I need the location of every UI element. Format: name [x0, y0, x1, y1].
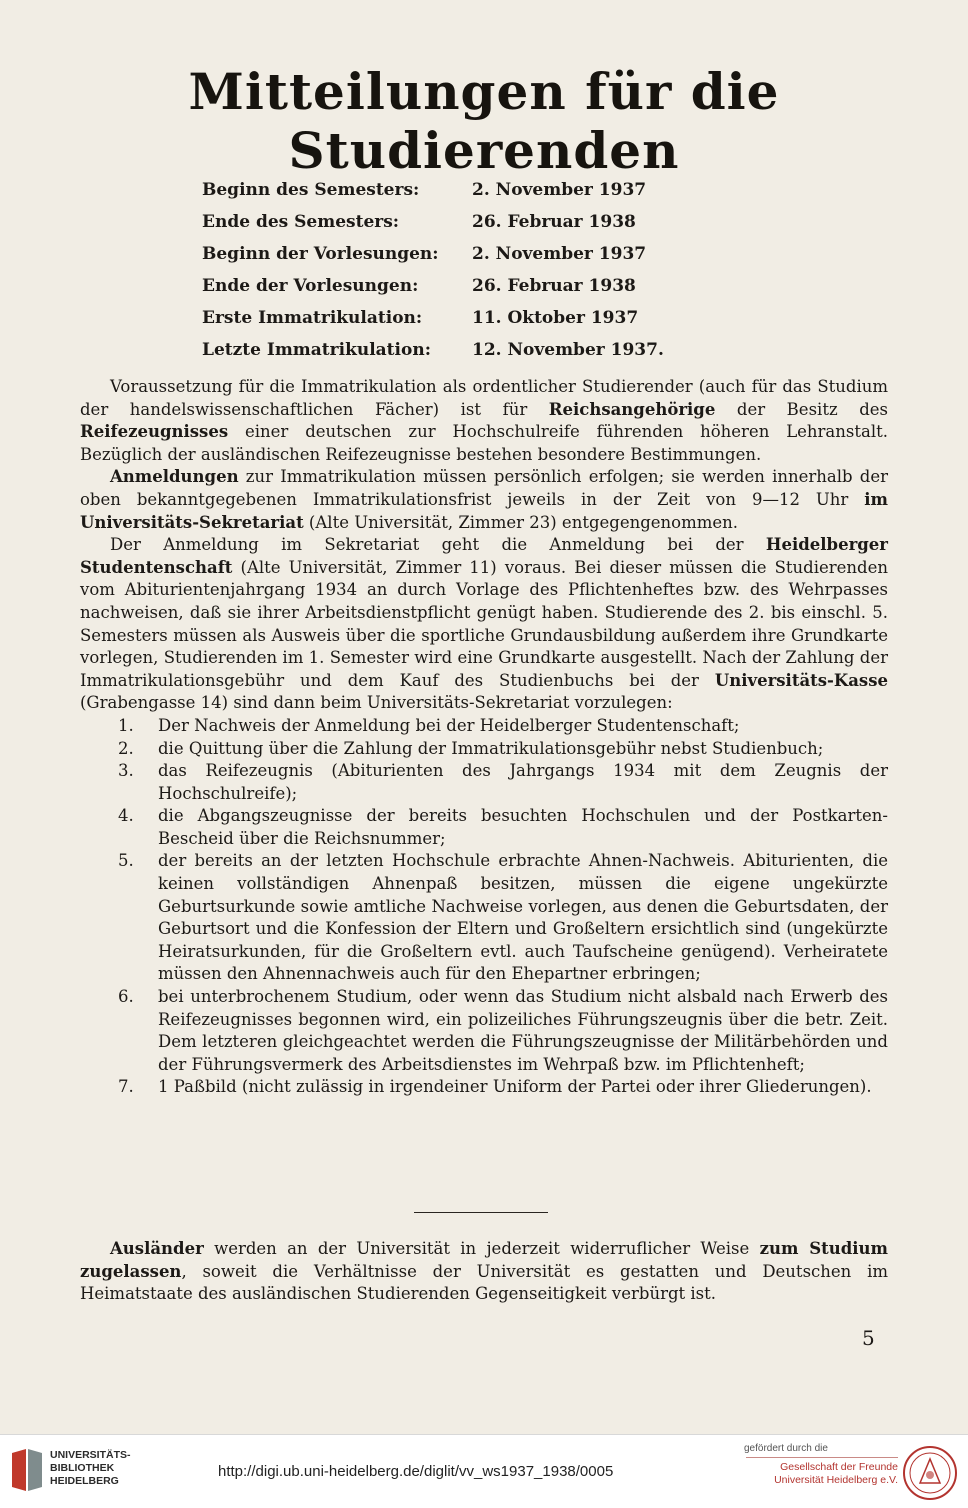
text-run: einer deutschen zur Hochschulreife führenden höheren Lehranstalt. Bezüglich der ausländischen Reifezeugnisse bestehen besondere Bestimmungen. [80, 422, 888, 464]
list-text: Der Nachweis der Anmeldung bei der Heidelberger Studentenschaft; [158, 715, 740, 735]
date-label: Beginn des Semesters: [202, 180, 420, 200]
text-run: (Grabengasse 14) sind dann beim Universitäts-Sekretariat vorzulegen: [80, 693, 673, 713]
section-divider [414, 1212, 548, 1213]
list-text: die Abgangszeugnisse der bereits besuchten Hochschulen und der Postkarten-Bescheid über die Reichsnummer; [158, 806, 888, 848]
page-number: 5 [862, 1326, 875, 1350]
date-label: Erste Immatrikulation: [202, 308, 423, 328]
requirements-list [80, 715, 888, 1099]
text-run: (Alte Universität, Zimmer 11) voraus. Bei dieser müssen die Studierenden vom Abiturientenjahrgang 1934 an durch Vorlage des Pflichtenheftes bzw. des Wehrpasses nachweisen, daß sie ihrer Arbeitsdienstpflicht genügt haben. Studierende des 2. bis einschl. 5. Semesters müssen als Ausweis über die sportliche Grundausbildung außerdem ihre Grundkarte vorlegen, Studierenden im 1. Semester wird eine Grundkarte ausgestellt. Nach der Zahlung der Immatrikulationsgebühr und dem Kauf des Studienbuchs bei der [80, 557, 888, 690]
library-logo-icon [10, 1447, 44, 1493]
list-item [80, 1076, 888, 1099]
list-number: 2. [118, 738, 134, 758]
list-item [80, 715, 888, 738]
list-text: das Reifezeugnis (Abiturienten des Jahrgangs 1934 mit dem Zeugnis der Hochschulreife); [158, 761, 888, 803]
emphasis-text: Reichsangehörige [548, 399, 716, 419]
emphasis-text: Universitäts-Kasse [714, 670, 888, 690]
text-run: zur Immatrikulation müssen persönlich erfolgen; sie werden innerhalb der oben bekanntgegebenen Immatrikulationsfrist jeweils in der Zeit von 9—12 Uhr [80, 467, 888, 509]
list-number: 7. [118, 1077, 134, 1097]
date-label: Letzte Immatrikulation: [202, 340, 431, 360]
text-run: Voraussetzung für die Immatrikulation als ordentlicher Studierender (auch für das Studium der handelswissenschaftlichen Fächer) ist für [80, 377, 888, 419]
date-value: 12. November 1937. [472, 340, 664, 360]
sponsor-name-line: Universität Heidelberg e.V. [774, 1474, 898, 1486]
date-row [190, 272, 750, 304]
main-text [80, 376, 888, 1099]
library-name-line: HEIDELBERG [50, 1475, 119, 1487]
list-number: 3. [118, 761, 134, 781]
list-item [80, 760, 888, 805]
library-name-line: UNIVERSITÄTS- [50, 1449, 131, 1461]
semester-dates-table [190, 176, 750, 368]
emphasis-text: Heidelberger Studentenschaft [80, 535, 888, 577]
date-row [190, 176, 750, 208]
date-label: Ende der Vorlesungen: [202, 276, 419, 296]
list-text: 1 Paßbild (nicht zulässig in irgendeiner Uniform der Partei oder ihrer Gliederungen). [158, 1077, 872, 1097]
page-title: Mitteilungen für die Studierenden [188, 62, 780, 180]
sponsor-name-line: Gesellschaft der Freunde [780, 1461, 898, 1473]
list-item [80, 850, 888, 986]
paragraph-procedure [80, 534, 888, 715]
list-number: 6. [118, 987, 134, 1007]
text-run: der Besitz des [715, 399, 889, 419]
emphasis-text: Ausländer [110, 1239, 204, 1258]
emphasis-text: Anmeldungen [110, 467, 239, 487]
footer-rule [746, 1457, 898, 1458]
date-row [190, 304, 750, 336]
date-row [190, 240, 750, 272]
date-row [190, 336, 750, 368]
emphasis-text: im Universitäts-Sekretariat [80, 489, 888, 532]
emphasis-text: Reifezeugnisses [80, 422, 229, 442]
date-value: 26. Februar 1938 [472, 212, 636, 232]
text-run: , soweit die Verhältnisse der Universität es gestatten und Deutschen im Heimatstaate des ausländischen Studierenden Gegenseitigkeit verbürgt ist. [80, 1261, 888, 1304]
list-text: bei unterbrochenem Studium, oder wenn das Studium nicht alsbald nach Erwerb des Reifezeugnisses begonnen wird, ein polizeiliches Führungszeugnis über die betr. Zeit. Dem letzteren gleichgeachtet werden die Führungszeugnisse der Militärbehörden und der Führungsvermerk des Arbeitsdienstes im Wehrpaß bzw. im Pflichtenheft; [158, 987, 888, 1074]
digitization-footer [0, 1434, 968, 1508]
list-number: 4. [118, 806, 134, 826]
library-name-line: BIBLIOTHEK [50, 1462, 115, 1474]
date-value: 2. November 1937 [472, 180, 647, 200]
paragraph-requirements [80, 376, 888, 466]
paragraph-registration [80, 466, 888, 534]
list-text: die Quittung über die Zahlung der Immatrikulationsgebühr nebst Studienbuch; [158, 738, 824, 758]
text-run: werden an der Universität in jederzeit widerruflicher Weise [203, 1239, 760, 1258]
date-value: 11. Oktober 1937 [472, 308, 639, 328]
library-name [50, 1449, 131, 1488]
funded-by-text: gefördert durch die [744, 1443, 828, 1454]
date-value: 26. Februar 1938 [472, 276, 636, 296]
text-run: (Alte Universität, Zimmer 23) entgegengenommen. [303, 512, 739, 532]
date-row [190, 208, 750, 240]
date-value: 2. November 1937 [472, 244, 647, 264]
emphasis-text: zum Studium zugelassen [80, 1239, 888, 1281]
list-item [80, 986, 888, 1076]
paragraph-foreigners [80, 1238, 888, 1306]
list-number: 1. [118, 715, 134, 735]
foreigners-paragraph [80, 1238, 888, 1306]
sponsor-name [750, 1461, 898, 1487]
date-label: Beginn der Vorlesungen: [202, 244, 439, 264]
list-number: 5. [118, 851, 134, 871]
text-run: Der Anmeldung im Sekretariat geht die Anmeldung bei der [110, 535, 766, 555]
university-seal-icon [902, 1445, 958, 1501]
date-label: Ende des Semesters: [202, 212, 400, 232]
list-item [80, 805, 888, 850]
permalink[interactable]: http://digi.ub.uni-heidelberg.de/diglit/vv_ws1937_1938/0005 [218, 1463, 614, 1480]
list-item [80, 738, 888, 761]
list-text: der bereits an der letzten Hochschule erbrachte Ahnen-Nachweis. Abiturienten, die keinen vollständigen Ahnenpaß besitzen, müssen die eigene ungekürzte Geburtsurkunde sowie amtliche Nachweise vorlegen, aus denen die Geburtsdaten, der Geburtsort und die Konfession der Eltern und Großeltern ersichtlich sind (ungekürzte Heiratsurkunden, für die Großeltern evtl. auch Taufscheine genügend). Verheiratete müssen den Ahnennachweis auch für den Ehepartner erbringen; [158, 851, 888, 984]
